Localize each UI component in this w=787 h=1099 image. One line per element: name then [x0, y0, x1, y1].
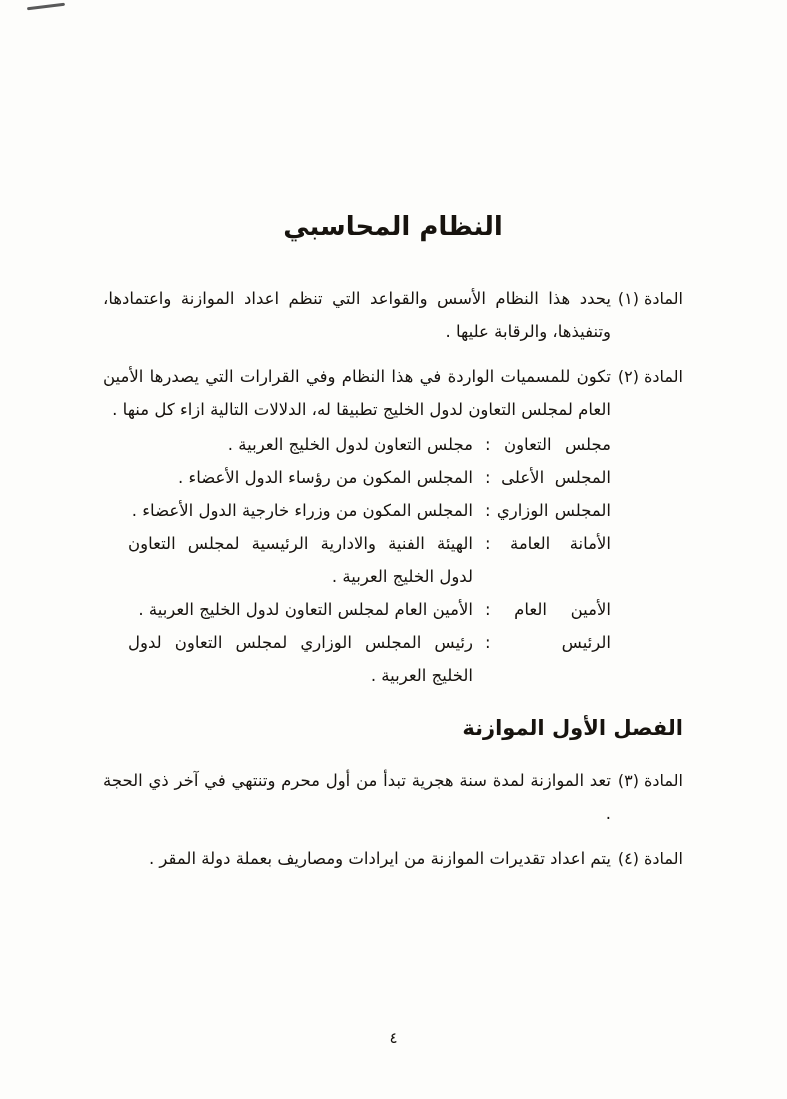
- definition-text: الأمين العام لمجلس التعاون لدول الخليج العربية .: [138, 600, 473, 619]
- definition-row-general-secretariat: [103, 527, 611, 593]
- definitions-list: [103, 428, 611, 692]
- definition-row-cooperation-council: [103, 428, 611, 461]
- article-2-text: تكون للمسميات الواردة في هذا النظام وفي القرارات التي يصدرها الأمين العام لمجلس التعاون لدول الخليج تطبيقا له، الدلالات التالية ازاء كل منها .: [103, 367, 611, 419]
- article-4: [103, 842, 683, 875]
- article-1-text: يحدد هذا النظام الأسس والقواعد التي تنظم اعداد الموازنة واعتمادها، وتنفيذها، والرقابة عليها .: [103, 289, 611, 341]
- scan-artifact: [27, 3, 65, 11]
- article-4-text: يتم اعداد تقديرات الموازنة من ايرادات ومصاريف بعملة دولة المقر .: [148, 849, 611, 868]
- definition-row-supreme-council: [103, 461, 611, 494]
- definition-term: الرئيس :: [485, 633, 611, 652]
- article-3: [103, 764, 683, 830]
- definition-text: الهيئة الفنية والادارية الرئيسية لمجلس التعاون لدول الخليج العربية .: [128, 534, 473, 586]
- page-content: [103, 0, 683, 875]
- section-heading: الفصل الأول الموازنة: [462, 716, 683, 740]
- page-number: ٤: [389, 1029, 398, 1047]
- article-2-label: المادة (٢): [617, 367, 683, 386]
- article-4-label: المادة (٤): [617, 849, 683, 868]
- definition-row-secretary-general: [103, 593, 611, 626]
- document-title: النظام المحاسبي: [283, 212, 503, 242]
- definition-text: المجلس المكون من رؤساء الدول الأعضاء .: [177, 468, 473, 487]
- definition-text: مجلس التعاون لدول الخليج العربية .: [227, 435, 473, 454]
- article-1-label: المادة (١): [617, 289, 683, 308]
- article-3-label: المادة (٣): [617, 771, 683, 790]
- definition-term: المجلس الوزاري :: [485, 501, 611, 520]
- definition-row-ministerial-council: [103, 494, 611, 527]
- definition-term: مجلس التعاون :: [485, 435, 611, 454]
- article-2: [103, 360, 683, 426]
- definition-text: رئيس المجلس الوزاري لمجلس التعاون لدول الخليج العربية .: [128, 633, 473, 685]
- definition-term: الأمين العام :: [485, 600, 611, 619]
- definition-term: المجلس الأعلى :: [485, 468, 611, 487]
- definition-text: المجلس المكون من وزراء خارجية الدول الأعضاء .: [131, 501, 473, 520]
- article-1: [103, 282, 683, 348]
- definition-row-president: [103, 626, 611, 692]
- article-3-text: تعد الموازنة لمدة سنة هجرية تبدأ من أول محرم وتنتهي في آخر ذي الحجة .: [103, 771, 611, 823]
- definition-term: الأمانة العامة :: [485, 534, 611, 553]
